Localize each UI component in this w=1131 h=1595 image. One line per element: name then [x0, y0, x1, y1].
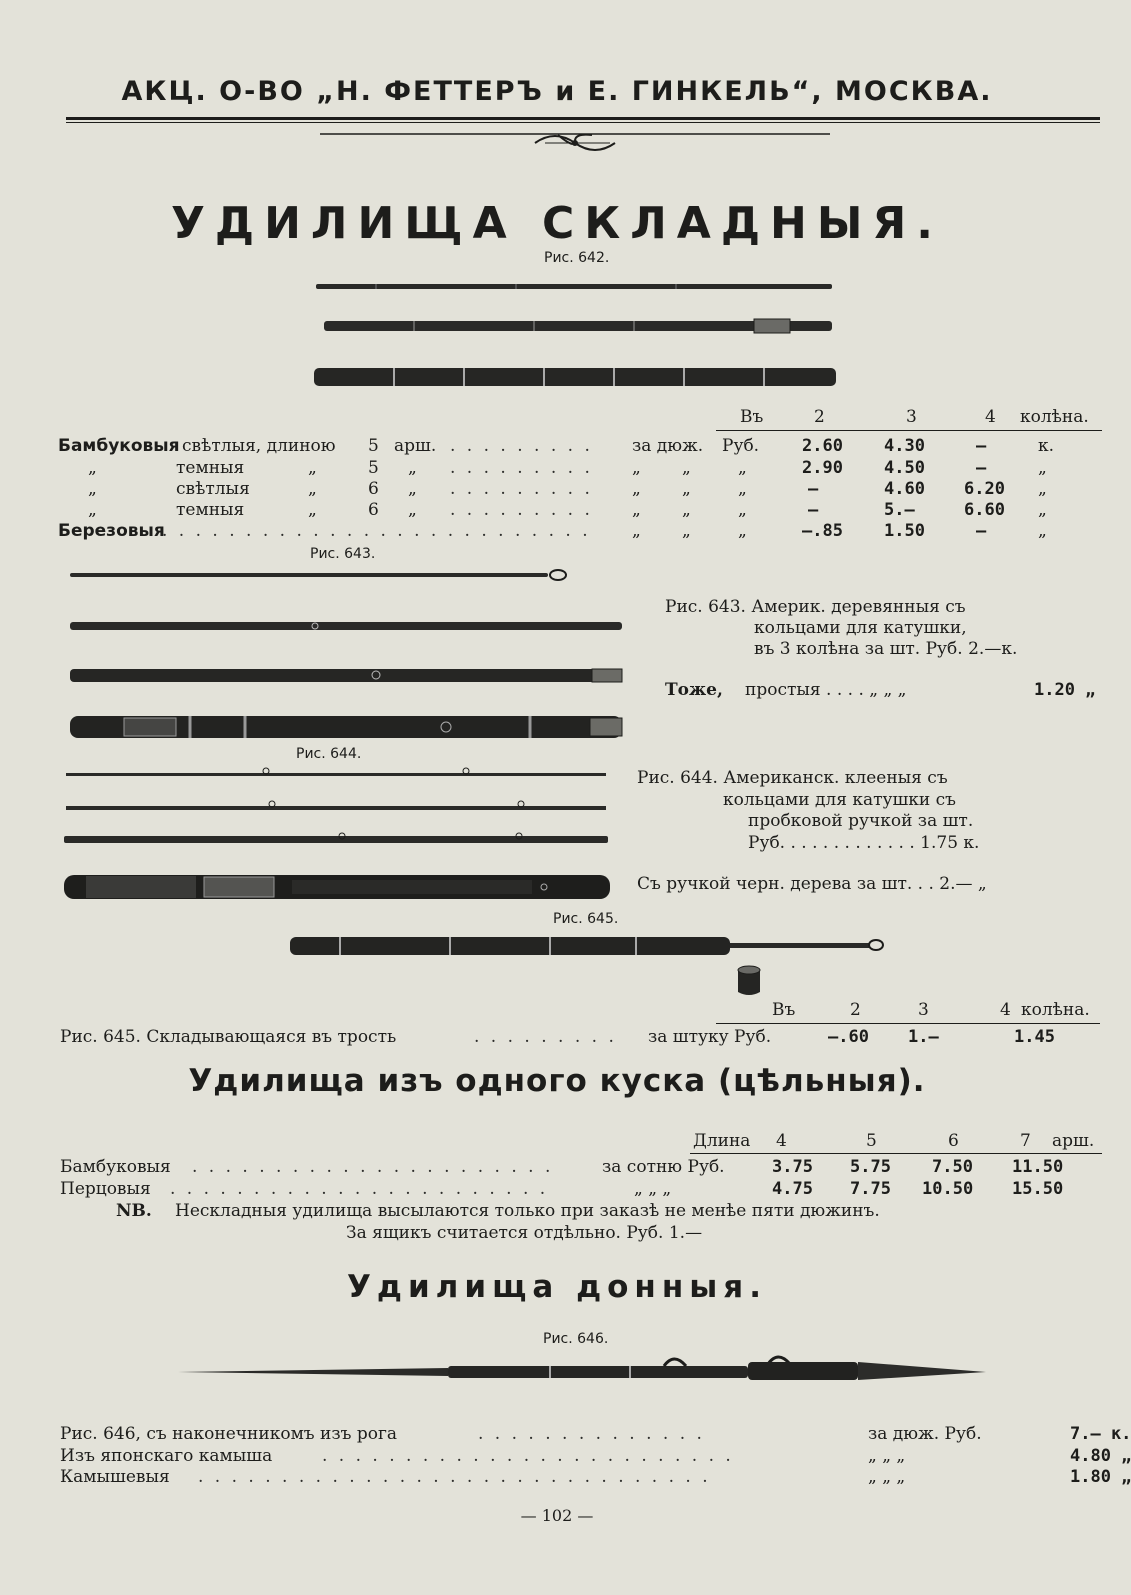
fig-643-also-text: простыя . . . . „ „ „	[745, 680, 907, 700]
row-per: „	[632, 500, 641, 520]
row-currency: „	[738, 521, 747, 541]
figure-caption-643: Рис. 643.	[310, 546, 376, 562]
fig645-header-rule	[716, 1023, 1100, 1024]
leader-dots: . . . . . . . . . . . . . . . . . . . . . . .	[170, 1179, 549, 1199]
row-ditto: „	[308, 458, 317, 478]
rod-642-middle-section	[324, 318, 832, 334]
row-unit: „	[408, 458, 417, 478]
fig-644-description-line1: Рис. 644. Американск. клееныя съ	[637, 768, 948, 788]
row-name: Перцовыя	[60, 1179, 151, 1199]
price-3-knees: 4.60	[884, 479, 925, 499]
price-2-knees: —.85	[802, 521, 843, 541]
table-header-col-3: 3	[906, 407, 917, 427]
row-price: 7.— к.	[1070, 1424, 1131, 1444]
fig-644-description-line5: Съ ручкой черн. дерева за шт. . . 2.— „	[637, 874, 987, 894]
row-desc: свѣтлыя, длиною	[182, 436, 336, 456]
table-header-suffix: колѣна.	[1020, 407, 1089, 427]
price-2-knees: —.60	[828, 1027, 869, 1047]
row-length: 5	[368, 436, 379, 456]
rod-643-butt	[70, 712, 622, 742]
table2-header-prefix: Длина	[693, 1131, 751, 1151]
row-price: 4.80 „	[1070, 1446, 1131, 1466]
section-title-bottom-rods: Удилища донныя.	[347, 1269, 767, 1305]
cane-cap-ferrule	[734, 964, 764, 998]
fig645-header-prefix: Въ	[772, 1000, 796, 1020]
rod-644-tip	[66, 768, 606, 780]
row-unit: „	[408, 500, 417, 520]
table-header-rule	[716, 430, 1102, 431]
row-per: за сотню Руб.	[602, 1157, 725, 1177]
leader-dots: . . . . . . . . . . . . . . . . . . . . . .	[192, 1157, 554, 1177]
price-7-arshin: 15.50	[1012, 1179, 1064, 1199]
row-name: Рис. 645. Складывающаяся въ трость	[60, 1027, 397, 1047]
rod-644-third	[64, 831, 608, 847]
price-4-knees: 1.45	[1014, 1027, 1055, 1047]
table-header-prefix: Въ	[740, 407, 764, 427]
section-title-one-piece-rods: Удилища изъ одного куска (цѣльныя).	[188, 1063, 926, 1099]
row-per: „	[632, 521, 641, 541]
row-name: Изъ японскаго камыша	[60, 1446, 273, 1466]
row-price: 1.80 „	[1070, 1467, 1131, 1487]
leader-dots: . . . . . . . . . . . . . . . . . . . . . . . . . .	[162, 521, 591, 541]
row-name: „	[88, 500, 97, 520]
row-per: „ „ „	[634, 1179, 672, 1199]
row-per: за дюж. Руб.	[868, 1424, 982, 1444]
price-2-knees: 2.60	[802, 436, 843, 456]
row-unit: „	[408, 479, 417, 499]
leader-dots: . . . . . . . . .	[450, 458, 593, 478]
price-4-arshin: 3.75	[772, 1157, 813, 1177]
row-per: „	[632, 458, 641, 478]
rod-644-butt-with-cork-handle	[64, 870, 610, 904]
row-name: Березовыя	[58, 521, 165, 541]
row-per: „	[682, 521, 691, 541]
leader-dots: . . . . . . . . .	[450, 436, 593, 456]
fig-644-description-line4: Руб. . . . . . . . . . . . . 1.75 к.	[748, 833, 980, 853]
row-name: Бамбуковыя	[60, 1157, 171, 1177]
rod-643-tip	[70, 568, 570, 582]
row-unit: арш.	[394, 436, 437, 456]
row-name: Бамбуковыя	[58, 436, 180, 456]
row-currency: „	[738, 500, 747, 520]
fig-643-description-line1: Рис. 643. Америк. деревянныя съ	[665, 597, 966, 617]
row-length: 6	[368, 479, 379, 499]
price-3-knees: 1.50	[884, 521, 925, 541]
row-desc: свѣтлыя	[176, 479, 250, 499]
fig-643-also-price: 1.20 „	[1034, 680, 1096, 700]
row-per: „ „ „	[868, 1446, 906, 1466]
price-2-knees: 2.90	[802, 458, 843, 478]
fig645-header-col-3: 3	[918, 1000, 929, 1020]
price-3-knees: 4.50	[884, 458, 925, 478]
rod-645-cane	[290, 934, 886, 958]
fig645-header-col-2: 2	[850, 1000, 861, 1020]
row-per: „	[682, 458, 691, 478]
rod-643-lower	[70, 666, 622, 686]
rod-643-middle	[70, 618, 622, 634]
box-note: За ящикъ считается отдѣльно. Руб. 1.—	[346, 1223, 703, 1243]
row-ditto: „	[308, 479, 317, 499]
nb-label: NB.	[116, 1201, 152, 1221]
row-end: „	[1038, 479, 1047, 499]
price-6-arshin: 10.50	[922, 1179, 974, 1199]
row-name: Камышевыя	[60, 1467, 170, 1487]
row-ditto: „	[308, 500, 317, 520]
rod-642-tip-section	[316, 280, 832, 294]
table-header-col-4: 4	[985, 407, 996, 427]
table2-header-col-4: 4	[776, 1131, 787, 1151]
table2-header-col-7: 7	[1020, 1131, 1031, 1151]
row-end: „	[1038, 500, 1047, 520]
row-length: 5	[368, 458, 379, 478]
fig645-header-col-4: 4	[1000, 1000, 1011, 1020]
header-rule	[66, 117, 1100, 123]
fig-644-description-line3: пробковой ручкой за шт.	[748, 811, 974, 831]
table2-header-col-6: 6	[948, 1131, 959, 1151]
fig-643-description-line3: въ 3 колѣна за шт. Руб. 2.—к.	[754, 639, 1018, 659]
price-3-knees: 5.—	[884, 500, 915, 520]
leader-dots: . . . . . . . . . . . . . . . . . . . . . . . . .	[322, 1446, 734, 1466]
leader-dots: . . . . . . . . . . . . . .	[478, 1424, 705, 1444]
table2-header-suffix: арш.	[1052, 1131, 1095, 1151]
figure-caption-645: Рис. 645.	[553, 911, 619, 927]
row-per: за штуку Руб.	[648, 1027, 772, 1047]
price-7-arshin: 11.50	[1012, 1157, 1064, 1177]
row-end: „	[1038, 458, 1047, 478]
price-4-knees: 6.60	[964, 500, 1005, 520]
price-4-knees: 6.20	[964, 479, 1005, 499]
row-per: „	[682, 479, 691, 499]
row-currency: Руб.	[722, 436, 760, 456]
fig-643-description-line2: кольцами для катушки,	[754, 618, 967, 638]
row-end: „	[1038, 521, 1047, 541]
price-2-knees: —	[808, 500, 819, 520]
row-desc: темныя	[176, 500, 245, 520]
price-5-arshin: 5.75	[850, 1157, 891, 1177]
price-2-knees: —	[808, 479, 819, 499]
nb-note: Нескладныя удилища высылаются только при заказѣ не менѣе пяти дюжинъ.	[175, 1201, 880, 1221]
price-3-knees: 1.—	[908, 1027, 939, 1047]
table-header-col-2: 2	[814, 407, 825, 427]
section-title-folding-rods: УДИЛИЩА СКЛАДНЫЯ.	[170, 198, 944, 249]
fig-643-also-label: Тоже,	[665, 680, 723, 700]
row-per: „ „ „	[868, 1467, 906, 1487]
price-6-arshin: 7.50	[932, 1157, 973, 1177]
price-3-knees: 4.30	[884, 436, 925, 456]
catalog-header: АКЦ. О-ВО „Н. ФЕТТЕРЪ и Е. ГИНКЕЛЬ“, МОСКВА.	[121, 76, 993, 107]
row-name: Рис. 646, съ наконечникомъ изъ рога	[60, 1424, 397, 1444]
table2-header-col-5: 5	[866, 1131, 877, 1151]
price-4-knees: —	[976, 458, 987, 478]
row-end: к.	[1038, 436, 1055, 456]
fig-644-description-line2: кольцами для катушки съ	[723, 790, 957, 810]
row-currency: „	[738, 458, 747, 478]
leader-dots: . . . . . . . . . . . . . . . . . . . . . . . . . . . . . . .	[198, 1467, 711, 1487]
rod-646-bottom-rod	[178, 1346, 986, 1382]
row-currency: „	[738, 479, 747, 499]
leader-dots: . . . . . . . . .	[474, 1027, 617, 1047]
row-per: „	[682, 500, 691, 520]
row-name: „	[88, 479, 97, 499]
figure-caption-644: Рис. 644.	[296, 746, 362, 762]
leader-dots: . . . . . . . . .	[450, 500, 593, 520]
row-per: за дюж.	[632, 436, 704, 456]
rod-644-second	[66, 800, 606, 814]
price-4-knees: —	[976, 436, 987, 456]
leader-dots: . . . . . . . . .	[450, 479, 593, 499]
rod-642-butt-section	[314, 366, 836, 388]
price-5-arshin: 7.75	[850, 1179, 891, 1199]
row-length: 6	[368, 500, 379, 520]
table2-header-rule	[690, 1153, 1102, 1154]
price-4-knees: —	[976, 521, 987, 541]
row-name: „	[88, 458, 97, 478]
figure-caption-642: Рис. 642.	[544, 250, 610, 266]
row-desc: темныя	[176, 458, 245, 478]
ornament-divider	[320, 125, 840, 155]
figure-caption-646: Рис. 646.	[543, 1331, 609, 1347]
fig645-header-suffix: колѣна.	[1021, 1000, 1090, 1020]
page-number: — 102 —	[520, 1506, 594, 1525]
row-per: „	[632, 479, 641, 499]
price-4-arshin: 4.75	[772, 1179, 813, 1199]
